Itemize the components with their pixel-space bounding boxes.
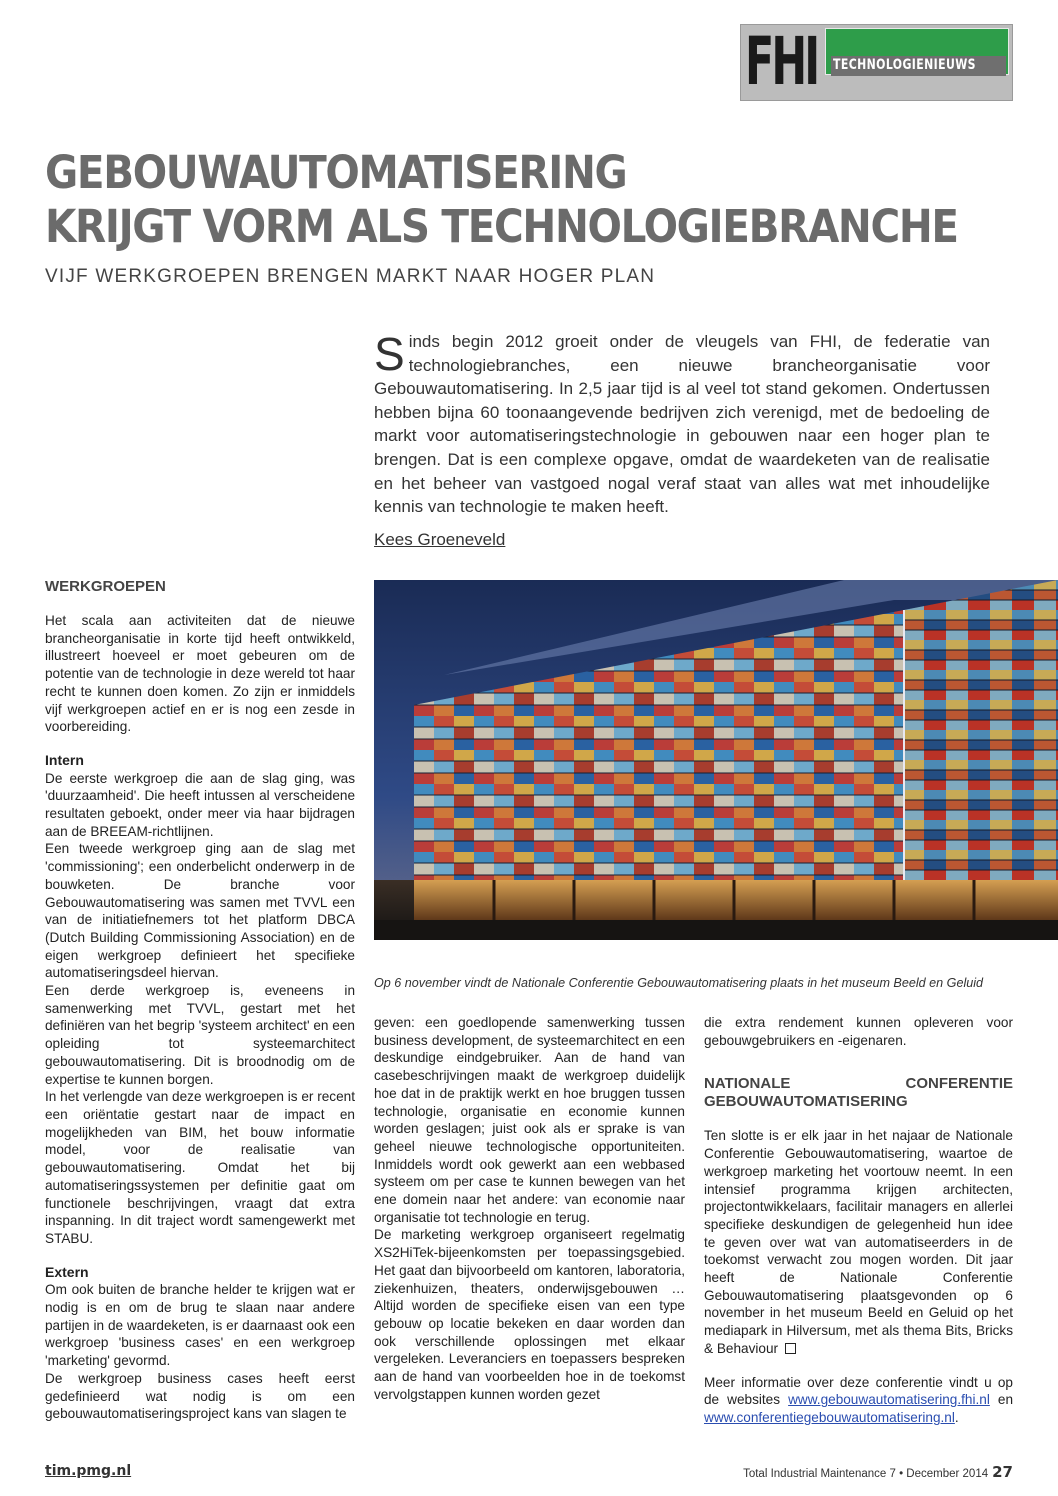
link-gebouwautomatisering[interactable]: www.gebouwautomatisering.fhi.nl (788, 1392, 990, 1408)
paragraph (704, 1127, 1013, 1357)
section-heading-conferentie: NATIONALE CONFERENTIE GEBOUWAUTOMATISERING (704, 1075, 1013, 1111)
paragraph: De marketing werkgroep organiseert regelmatig XS2HiTek-bijeenkomsten per toepassingsgebied. Het gaat dan bijvoorbeeld om kantoren, laboratoria, ziekenhuizen, theaters, onderwijsgebouwen … Altijd worden de specifieke eisen van een type gebouw op locatie bekeken en daar worden dan ook verschillende oplossingen met elkaar vergeleken. Leveranciers en toepassers bespreken aan de hand van voorbeelden hoe in de toekomst vervolgstappen kunnen worden gezet (374, 1227, 685, 1402)
paragraph: Een tweede werkgroep ging aan de slag met 'commissioning'; een onderbelicht onderwerp in de bouwketen. De branche voor Gebouwautomatisering was samen met TVVL een van de initiatiefnemers tot het platform DBCA (Dutch Building Commissioning Association) en de eigen werkgroep definieert het specifieke automatiseringsdeel hiervan. (45, 841, 355, 981)
subheading-intern: Intern (45, 751, 84, 768)
more-info-and: en (997, 1392, 1014, 1408)
article-title (45, 146, 1025, 254)
column-2 (374, 1014, 685, 1403)
more-info-text: Meer informatie over deze conferentie vindt u op de websites (704, 1374, 1013, 1408)
footer-publication (743, 1463, 1013, 1481)
paragraph: Het scala aan activiteiten dat de nieuwe brancheorganisatie in korte tijd heeft ontwikkeld, illustreert hoeveel er moet gebeuren om de potentie van de technologie in deze wereld tot haar recht te kunnen doen komen. Zo zijn er inmiddels vijf werkgroepen actief en er is nog een zesde in voorbereiding. (45, 613, 355, 735)
drop-cap: S (374, 328, 405, 380)
section-heading-werkgroepen: WERKGROEPEN (45, 578, 166, 595)
paragraph-more-info (704, 1374, 1013, 1427)
subheading-extern: Extern (45, 1263, 89, 1280)
logo-text: FHI (745, 24, 818, 100)
intro-text: inds begin 2012 groeit onder de vleugels van FHI, de federatie van technologiebranches, een nieuwe brancheorganisatie voor Gebouwautomatisering. In 2,5 jaar tijd is al veel tot stand gekomen. Ondertussen hebben bijna 60 toonaangevende bedrijven zich verenigd, met de bedoeling de markt voor automatiseringstechnologie in gebouwen naar een hoger plan te brengen. Dat is een complexe opgave, omdat de waardeketen van de realisatie en het beheer van vastgoed nogal veraf staat van alles wat met inhoudelijke kennis van technologie te maken heeft. (374, 332, 990, 517)
column-1 (45, 578, 355, 1423)
article-intro (374, 330, 990, 519)
paragraph: In het verlengde van deze werkgroepen is er recent een oriëntatie gestart naar de impact en mogelijkheden van BIM, het bouw informatie model, voor de realisatie van gebouwautomatisering. Omdat het bij automatiseringssystemen per definitie gaat om functionele beschrijvingen, vraagt dat extra inspanning. In dit traject wordt samengewerkt met STABU. (45, 1089, 355, 1246)
author-byline[interactable]: Kees Groeneveld (374, 530, 506, 549)
paragraph: De werkgroep business cases heeft eerst gedefinieerd wat nodig is om een gebouwautomatiseringsproject kans van slagen te (45, 1370, 355, 1422)
more-info-end: . (954, 1409, 959, 1425)
page-number: 27 (992, 1463, 1013, 1481)
title-line-2: KRIJGT VORM ALS TECHNOLOGIEBRANCHE (45, 200, 958, 253)
footer-website-link[interactable]: tim.pmg.nl (45, 1463, 132, 1479)
title-line-1: GEBOUWAUTOMATISERING (45, 146, 627, 199)
paragraph: Om ook buiten de branche helder te krijgen wat er nodig is en om de brug te slaan naar andere partijen in de waardeketen, is er daarnaast ook een werkgroep 'business cases' en een werkgroep 'marketing' gevormd. (45, 1282, 355, 1369)
paragraph: De eerste werkgroep die aan de slag ging, was 'duurzaamheid'. Die heeft intussen al verscheidene resultaten geboekt, onder meer via haar bijdragen aan de BREEAM-richtlijnen. (45, 770, 355, 839)
article-subtitle: VIJF WERKGROEPEN BRENGEN MARKT NAAR HOGER PLAN (45, 266, 656, 287)
link-conferentie[interactable]: www.conferentiegebouwautomatisering.nl (704, 1409, 955, 1425)
column-3 (704, 1014, 1013, 1427)
paragraph: geven: een goedlopende samenwerking tussen business development, de systeemarchitect en een deskundige eindgebruiker. Aan de hand van casebeschrijvingen maakt de werkgroep duidelijk hoe dat in de praktijk werkt en hoe bruggen tussen technologie, organisatie en economie kunnen worden geslagen; juist ook als er sprake is van geheel nieuwe technologische opportuniteiten. Inmiddels wordt ook gewerkt aan een webbased systeem om per case te kunnen bewegen van het ene domein naar het andere: van economie naar organisatie tot technologie en terug. (374, 1015, 685, 1225)
logo-tagline: TECHNOLOGIENIEUWS (833, 57, 976, 73)
fhi-logo (740, 24, 1013, 101)
paragraph: die extra rendement kunnen opleveren voor gebouwgebruikers en -eigenaren. (704, 1015, 1013, 1048)
conference-text: Ten slotte is er elk jaar in het najaar de Nationale Conferentie Gebouwautomatisering, waartoe de werkgroep marketing het voortouw neemt. In een intensief programma krijgen architecten, projectontwikkelaars, facilitair managers en allerlei specifieke deskundigen de gelegenheid hun idee te geven over wat van automatiseerders in de toekomst verwacht zou mogen worden. Dit jaar heeft de Nationale Conferentie Gebouwautomatisering plaatsgevonden op 6 november in het museum Beeld en Geluid op het mediapark in Hilversum, met als thema Bits, Bricks & Behaviour (704, 1128, 1013, 1356)
museum-building-image (374, 580, 1058, 940)
photo-caption: Op 6 november vindt de Nationale Conferentie Gebouwautomatisering plaats in het museum Beeld en Geluid (374, 976, 984, 990)
building-photo (374, 580, 1058, 940)
paragraph: Een derde werkgroep is, eveneens in samenwerking met TVVL, gestart met het definiëren van het begrip 'systeem architect' en een opleiding tot systeemarchitect gebouwautomatisering. Dit is broodnodig om de expertise te kunnen borgen. (45, 983, 355, 1087)
publication-info: Total Industrial Maintenance 7 • December 2014 (743, 1468, 989, 1480)
end-of-article-icon (785, 1343, 796, 1354)
